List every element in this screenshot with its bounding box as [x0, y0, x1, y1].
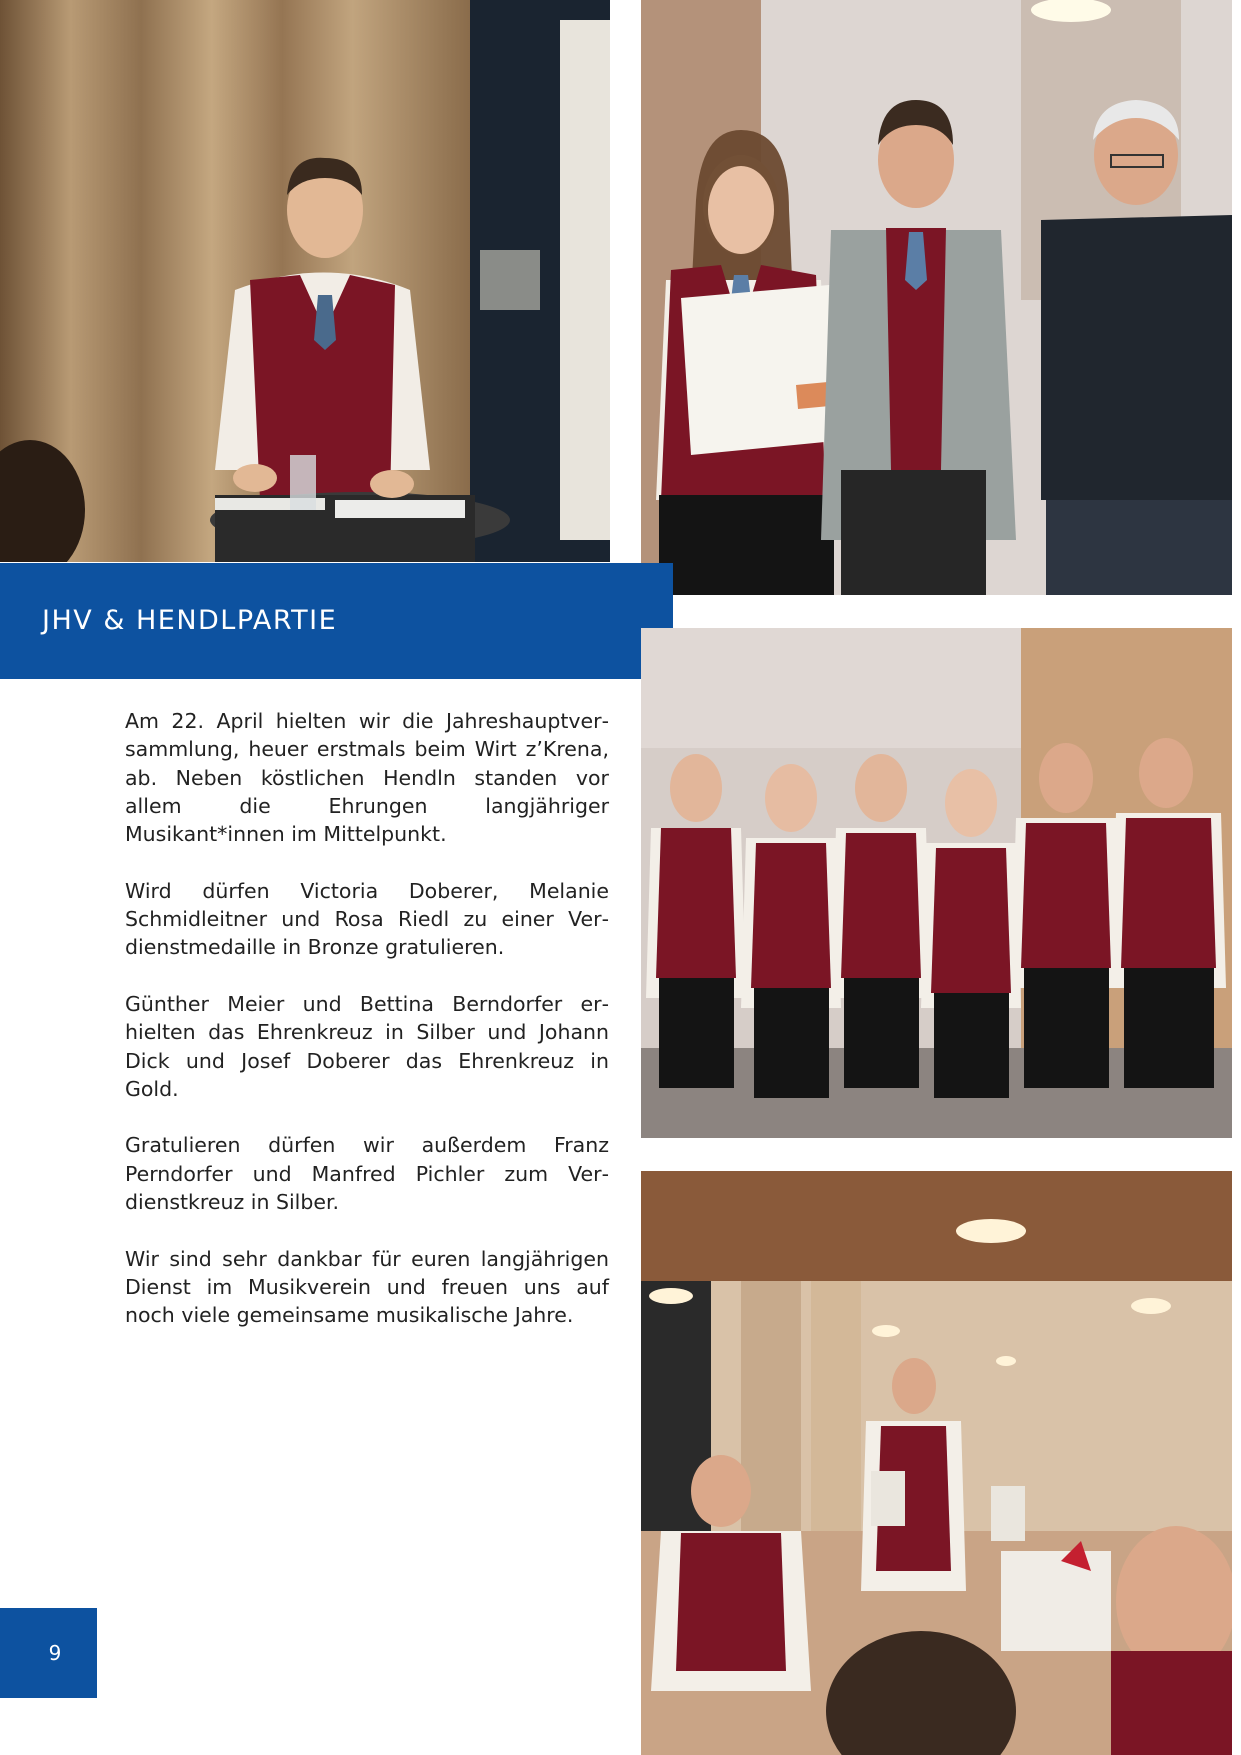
photo-dinner-hall — [641, 1171, 1232, 1755]
article-paragraph: Wird dürfen Victoria Doberer, Melanie Schmidleitner und Rosa Riedl zu einer Verdienstmedaille in Bronze gratulieren. — [125, 878, 609, 960]
section-banner — [0, 563, 673, 679]
photo-award-ceremony — [641, 0, 1232, 595]
article-paragraph: Gratulieren dürfen wir außerdem Franz Perndorfer und Manfred Pichler zum Verdienstkreuz in Silber. — [125, 1133, 609, 1215]
photo-speaker-at-lectern — [0, 0, 610, 562]
dinner-photo-image — [641, 1171, 1232, 1755]
article-body — [125, 707, 609, 1358]
award-photo-image — [641, 0, 1232, 595]
page-number: 9 — [48, 1641, 62, 1665]
group-photo-image — [641, 628, 1232, 1138]
section-title: JHV & HENDLPARTIE — [42, 605, 338, 636]
article-paragraph: Am 22. April hielten wir die Jahreshauptversammlung, heuer erstmals beim Wirt z’Krena, ab. Neben köstlichen Hendln standen vor allem die Ehrungen langjähriger Musikant*innen im Mittelpunkt. — [125, 709, 609, 847]
speaker-photo-image — [0, 0, 610, 562]
article-paragraph: Günther Meier und Bettina Berndorfer erhielten das Ehrenkreuz in Silber und Johann Dick und Josef Doberer das Ehrenkreuz in Gold. — [125, 991, 609, 1101]
article-paragraph: Wir sind sehr dankbar für euren langjährigen Dienst im Musikverein und freuen uns auf noch viele gemeinsame musikalische Jahre. — [125, 1246, 609, 1328]
photo-honoree-group — [641, 628, 1232, 1138]
page-number-box — [0, 1608, 97, 1698]
